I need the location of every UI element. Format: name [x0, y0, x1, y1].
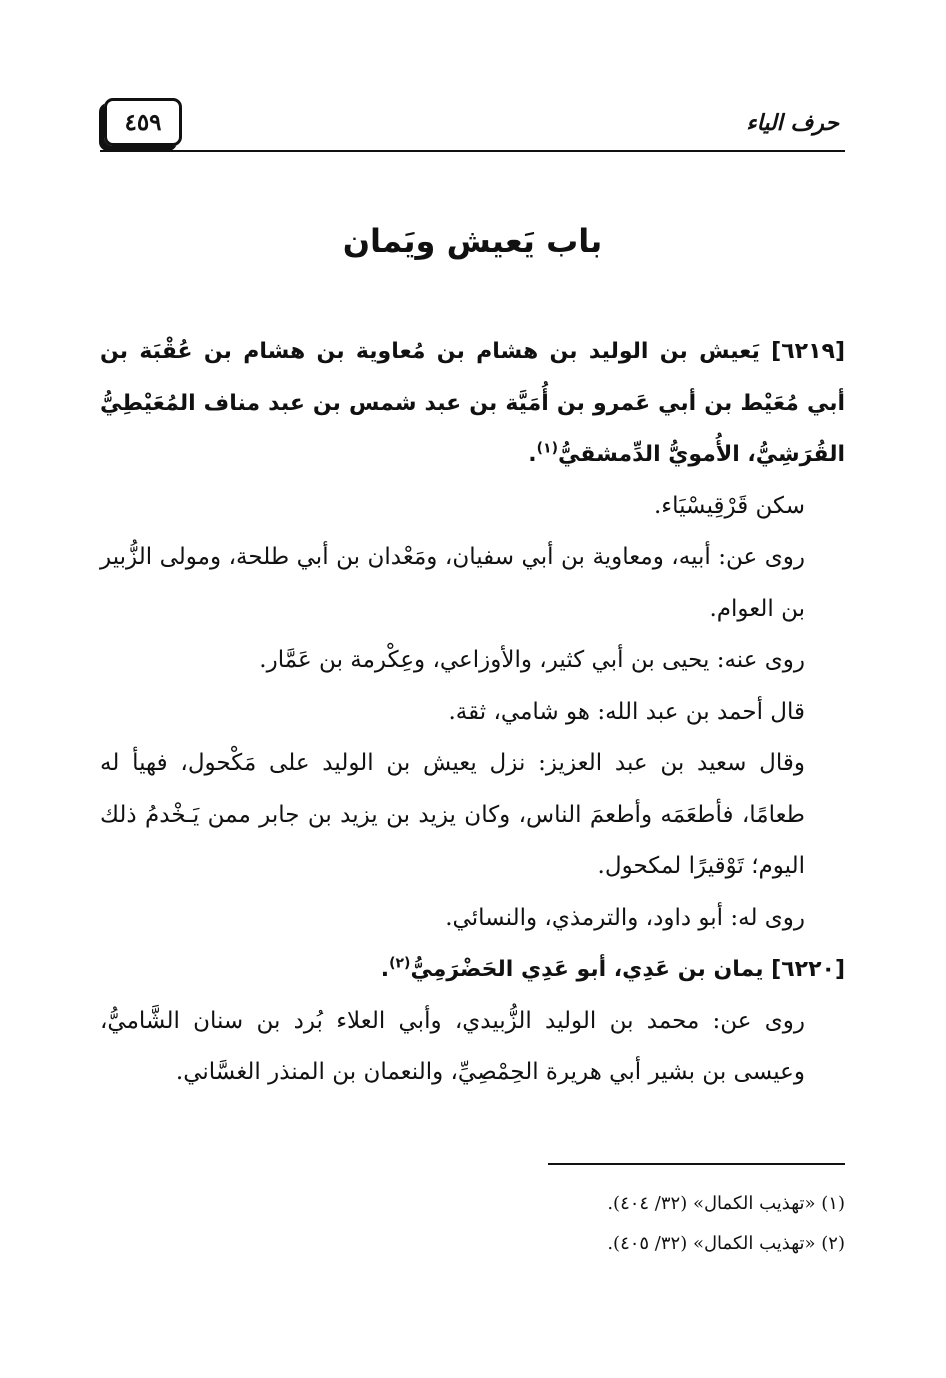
entry-6220-heading-text: [٦٢٢٠] يمان بن عَدِي، أبو عَدِي الحَضْرَمِيُّ — [410, 957, 845, 982]
chapter-title: باب يَعيش ويَمان — [342, 222, 603, 260]
footnote-ref-1: (١) — [536, 440, 558, 457]
page-header — [100, 94, 845, 156]
entry-6219-heading-text: [٦٢١٩] يَعيش بن الوليد بن هشام بن مُعاوية بن هشام بن عُقْبَة بن أبي مُعَيْط بن أبي عَمرو بن أُمَيَّة بن عبد شمس بن عبد مناف المُعَيْطِيُّ القُرَشِيُّ، الأُمويُّ الدِّمشقيُّ — [100, 339, 845, 467]
entry-6219-residence: سكن قَرْقِيسْيَاء. — [653, 492, 805, 519]
entry-6220-heading-end: . — [380, 957, 390, 982]
entry-6220-narrated-from: روى عن: محمد بن الوليد الزُّبيدي، وأبي العلاء بُرد بن سنان الشَّاميُّ، وعيسى بن بشير أبي هريرة الحِمْصِيِّ، والنعمان بن المنذر الغسَّاني. — [100, 1007, 805, 1085]
entry-6219-narrated-for: روى له: أبو داود، والترمذي، والنسائي. — [445, 904, 805, 931]
header-divider — [100, 150, 845, 152]
footnote-ref-2: (٢) — [389, 955, 411, 972]
entry-6219-narrated-by: روى عنه: يحيى بن أبي كثير، والأوزاعي، وعِكْرمة بن عَمَّار. — [259, 647, 805, 673]
main-text — [100, 326, 845, 1099]
entry-6219-ahmad-quote: قال أحمد بن عبد الله: هو شامي، ثقة. — [448, 698, 805, 725]
footnote-2: (٢) «تهذيب الكمال» (٣٢/ ٤٠٥). — [607, 1233, 845, 1254]
entry-6219-heading-end: . — [528, 442, 537, 467]
page-number: ٤٥٩ — [104, 98, 182, 146]
entry-6219-narrated-from: روى عن: أبيه، ومعاوية بن أبي سفيان، ومَعْدان بن أبي طلحة، ومولى الزُّبير بن العوام. — [100, 544, 805, 622]
footnotes — [100, 1184, 845, 1264]
running-title: حرف الياء — [746, 110, 839, 136]
entry-6219-said-quote: وقال سعيد بن عبد العزيز: نزل يعيش بن الوليد على مَكْحول، فهيأ له طعامًا، فأطعَمَه وأطعمَ الناس، وكان يزيد بن يزيد بن جابر ممن يَـخْدمُ ذلك اليوم؛ تَوْقيرًا لمكحول. — [100, 750, 805, 879]
footnote-1: (١) «تهذيب الكمال» (٣٢/ ٤٠٤). — [607, 1193, 845, 1214]
entry-6220-heading — [100, 944, 845, 996]
footnote-divider — [548, 1163, 845, 1165]
entry-6219-heading — [100, 326, 845, 481]
